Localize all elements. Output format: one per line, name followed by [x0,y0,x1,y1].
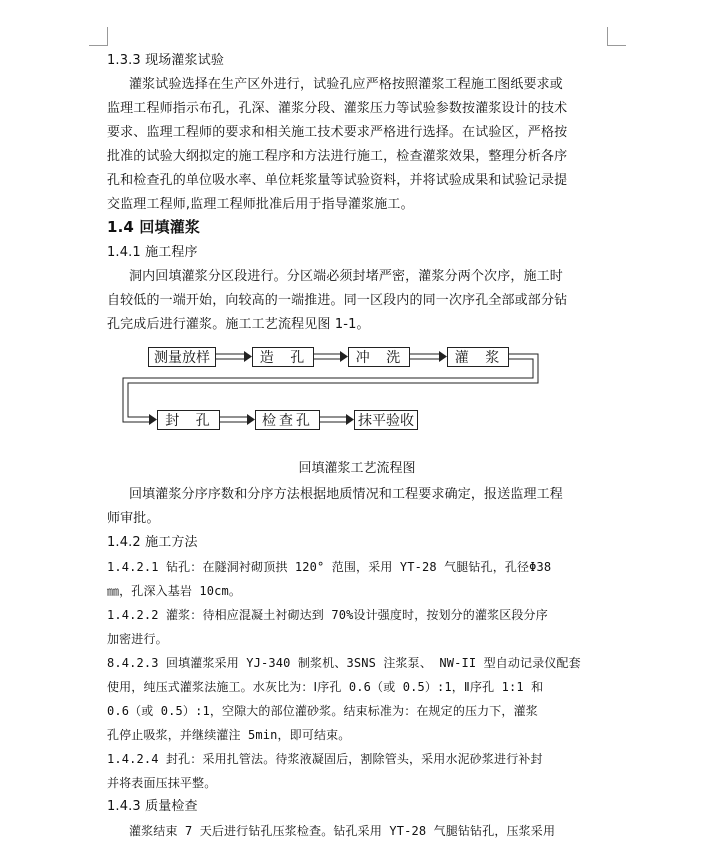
crop-mark-top-right [607,27,626,46]
paragraph-line: ㎜，孔深入基岩 10cm。 [107,584,242,598]
paragraph-line: 回填灌浆分序序数和分序方法根据地质情况和工程要求确定，报送监理工程 [129,487,563,502]
heading-1-4-3: 1.4.3 质量检查 [107,799,198,814]
paragraph-line: 灌浆试验选择在生产区外进行，试验孔应严格按照灌浆工程施工图纸要求或 [129,77,563,92]
crop-mark-top-left [89,27,108,46]
heading-1-4-1: 1.4.1 施工程序 [107,245,198,260]
paragraph-line: 监理工程师指示布孔，孔深、灌浆分段、灌浆压力等试验参数按灌浆设计的技术 [107,101,568,116]
paragraph-line: 8.4.2.3 回填灌浆采用 YJ-340 制浆机、3SNS 注浆泵、 NW-II 型自动记录仪配套 [107,656,581,670]
heading-1-4-2: 1.4.2 施工方法 [107,535,198,550]
flow-step-grouting: 灌 浆 [447,347,509,367]
paragraph-line: 并将表面压抹平整。 [107,776,217,790]
flow-step-sealing: 封 孔 [157,410,220,430]
paragraph-line: 洞内回填灌浆分区段进行。分区端必须封堵严密，灌浆分两个次序，施工时 [129,269,563,284]
paragraph-line: 使用，纯压式灌浆法施工。水灰比为：Ⅰ序孔 0.6（或 0.5）:1，Ⅱ序孔 1:1 和 [107,680,544,694]
paragraph-line: 加密进行。 [107,632,168,646]
paragraph-line: 灌浆结束 7 天后进行钻孔压浆检查。钻孔采用 YT-28 气腿钻钻孔，压浆采用 [129,824,556,838]
paragraph-line: 孔停止吸浆，并继续灌注 5min，即可结束。 [107,728,351,742]
paragraph-line: 1.4.2.4 封孔：采用扎管法。待浆液凝固后，割除管头，采用水泥砂浆进行补封 [107,752,543,766]
flowchart-caption: 回填灌浆工艺流程图 [298,461,416,476]
paragraph-line: 1.4.2.1 钻孔：在隧洞衬砌顶拱 120° 范围，采用 YT-28 气腿钻孔，孔径Φ38 [107,560,552,574]
paragraph-line: 孔和检查孔的单位吸水率、单位耗浆量等试验资料，并将试验成果和试验记录提 [107,173,568,188]
paragraph-line: 师审批。 [107,511,160,526]
heading-1-4: 1.4 回填灌浆 [107,218,200,236]
flow-step-survey: 测量放样 [148,347,216,367]
flow-step-inspection-hole: 检查孔 [255,410,320,430]
paragraph-line: 要求、监理工程师的要求和相关施工技术要求严格进行选择。在试验区，严格按 [107,125,568,140]
paragraph-line: 批准的试验大纲拟定的施工程序和方法进行施工，检查灌浆效果，整理分析各序 [107,149,568,164]
paragraph-line: 1.4.2.2 灌浆：待相应混凝土衬砌达到 70%设计强度时，按划分的灌浆区段分序 [107,608,548,622]
paragraph-line: 自较低的一端开始，向较高的一端推进。同一区段内的同一次序孔全部或部分钻 [107,293,568,308]
paragraph-line: 0.6（或 0.5）:1，空隙大的部位灌砂浆。结束标准为：在规定的压力下，灌浆 [107,704,538,718]
flow-step-finish-acceptance: 抹平验收 [354,410,418,430]
paragraph-line: 孔完成后进行灌浆。施工工艺流程见图 1-1。 [107,317,370,332]
flow-step-flushing: 冲 洗 [348,347,410,367]
paragraph-line: 交监理工程师,监理工程师批准后用于指导灌浆施工。 [107,197,414,212]
flow-step-drilling: 造 孔 [252,347,314,367]
heading-1-3-3: 1.3.3 现场灌浆试验 [107,53,225,68]
